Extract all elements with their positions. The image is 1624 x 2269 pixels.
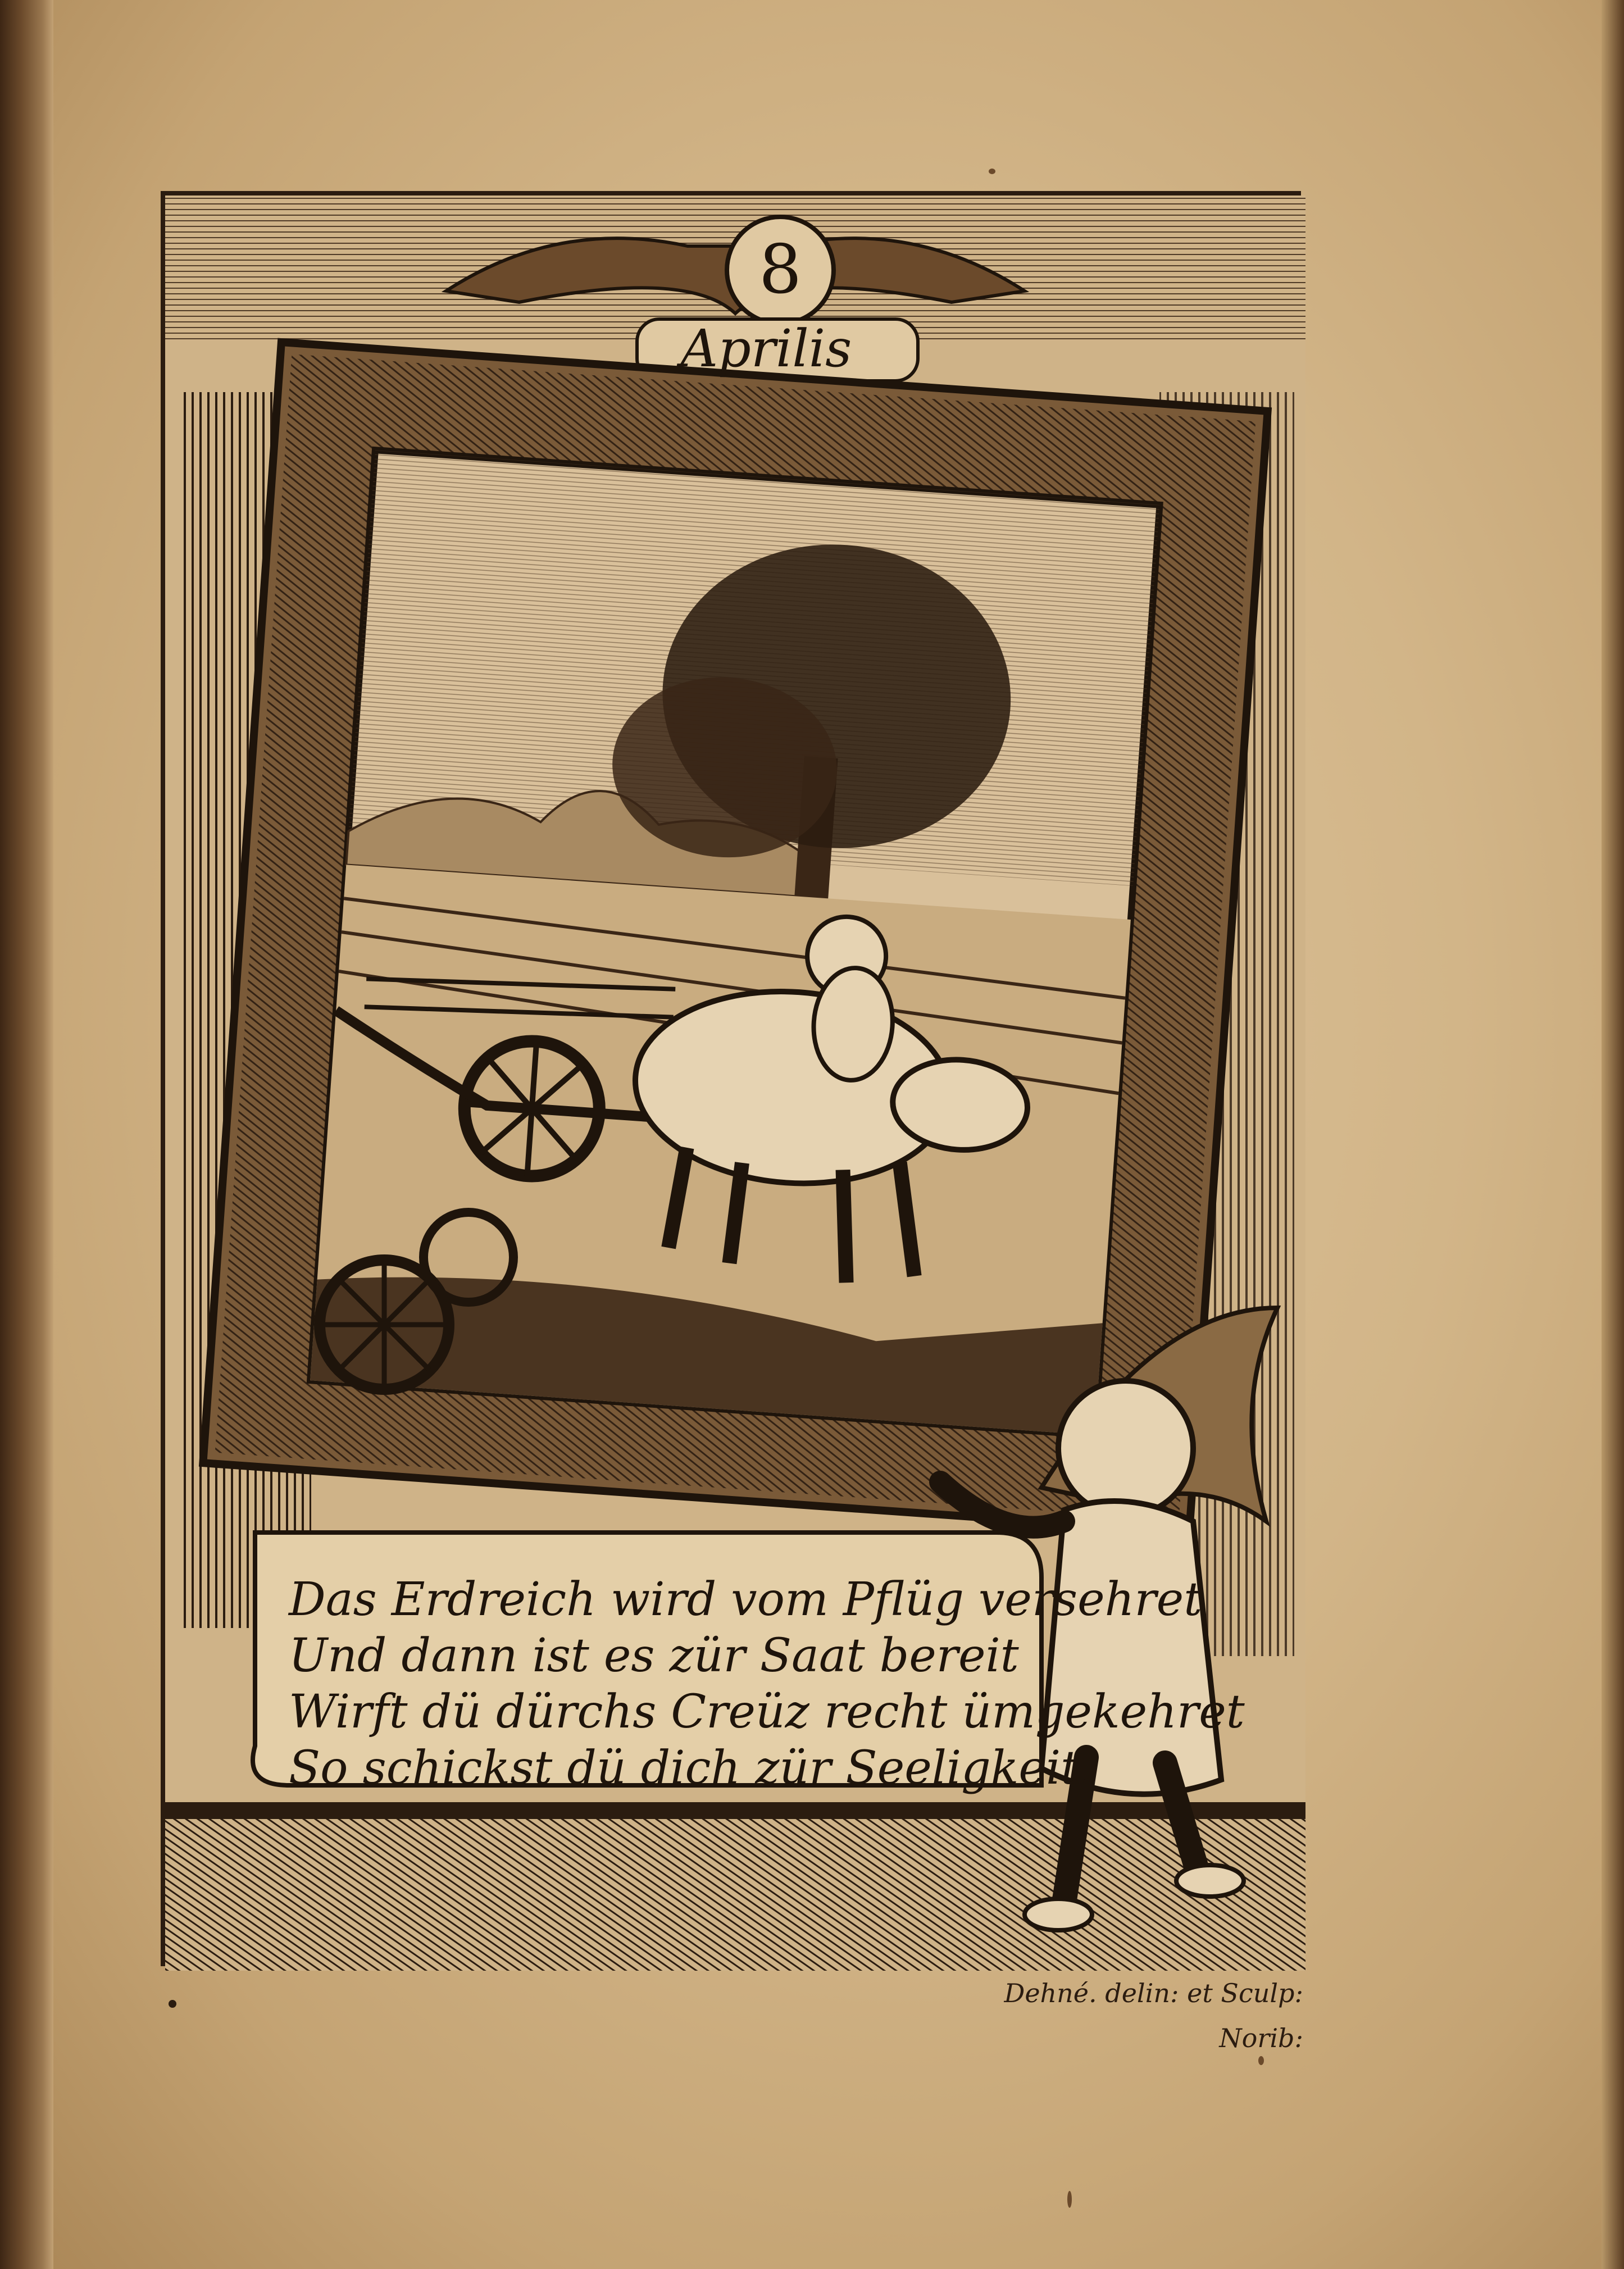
- paper-stain: [169, 2000, 176, 2008]
- engraver-signature: Dehné. delin: et Sculp: Norib:: [1004, 1978, 1303, 2053]
- book-binding-edge: [0, 0, 53, 2269]
- verse-scroll: [289, 1572, 1245, 1808]
- verse-line-1: Das Erdreich wird vom Pflüg versehret: [289, 1573, 1203, 1626]
- month-label: Aprilis: [680, 319, 852, 379]
- verse-line-2: Und dann ist es zür Saat bereit: [289, 1629, 1019, 1683]
- paper-stain: [989, 169, 995, 174]
- verse-line-3: Wirft dü dürchs Creüz recht ümgekehret: [289, 1685, 1245, 1739]
- verse-line-4: So schickst dü dich zür Seeligkeit.: [289, 1741, 1094, 1795]
- copper-engraving-plate: [161, 191, 1301, 1966]
- plate-number: 8: [758, 231, 802, 309]
- page-right-edge: [1602, 0, 1624, 2269]
- paper-stain: [1067, 2191, 1072, 2208]
